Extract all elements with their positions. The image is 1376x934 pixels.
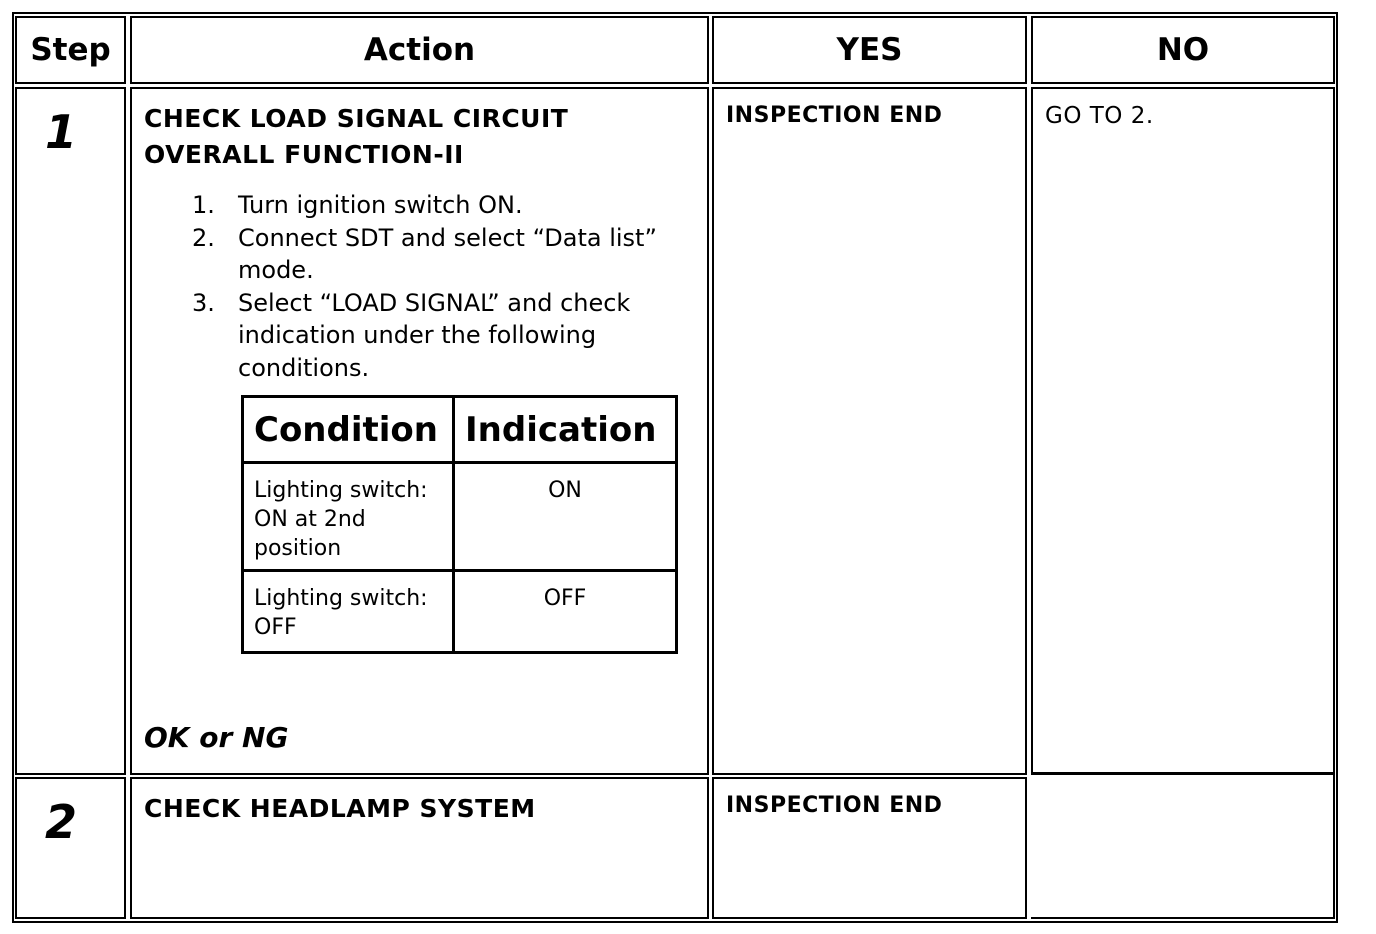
- ok-ng-prompt: OK or NG: [144, 721, 289, 754]
- yes-cell-1: [712, 87, 1027, 775]
- indication-cell: ON: [454, 463, 677, 571]
- list-item: [192, 189, 712, 222]
- yes-result: INSPECTION END: [726, 793, 943, 818]
- table-row: [243, 571, 677, 653]
- no-result: GO TO 2.: [1045, 103, 1154, 129]
- header-no: NO: [1031, 16, 1335, 84]
- instruction-list: [192, 189, 712, 384]
- condition-table: [241, 395, 678, 654]
- list-number: 2.: [192, 223, 215, 252]
- yes-result: INSPECTION END: [726, 103, 943, 128]
- step-cell-2: [15, 777, 126, 919]
- no-cell-1: [1031, 87, 1335, 775]
- list-number: 3.: [192, 288, 215, 317]
- step-title: [144, 101, 568, 173]
- yes-cell-2: [712, 777, 1027, 919]
- condition-cell: Lighting switch: OFF: [243, 571, 454, 653]
- step-title: CHECK HEADLAMP SYSTEM: [144, 794, 536, 823]
- header-step: Step: [15, 16, 126, 84]
- list-item: [192, 222, 712, 287]
- list-text: Connect SDT and select “Data list” mode.: [238, 223, 657, 284]
- header-yes: YES: [712, 16, 1027, 84]
- column-header-indication: Indication: [454, 397, 677, 463]
- list-number: 1.: [192, 191, 215, 219]
- list-text: Turn ignition switch ON.: [238, 191, 523, 219]
- no-cell-2: [1031, 772, 1335, 919]
- header-action: Action: [130, 16, 709, 84]
- table-row: [243, 463, 677, 571]
- table-header-row: [243, 397, 677, 463]
- condition-cell: Lighting switch: ON at 2nd position: [243, 463, 454, 571]
- column-header-condition: Condition: [243, 397, 454, 463]
- action-cell-2: [130, 777, 709, 919]
- step-number: 1: [45, 105, 78, 159]
- step-number: 2: [45, 795, 78, 849]
- indication-cell: OFF: [454, 571, 677, 653]
- list-item: [192, 287, 712, 385]
- step-cell-1: [15, 87, 126, 775]
- step-title-line: CHECK LOAD SIGNAL CIRCUIT: [144, 104, 569, 133]
- action-cell-1: [130, 87, 709, 775]
- step-title-line: OVERALL FUNCTION-II: [144, 140, 464, 169]
- list-text: Select “LOAD SIGNAL” and check indication under the following conditions.: [238, 288, 631, 382]
